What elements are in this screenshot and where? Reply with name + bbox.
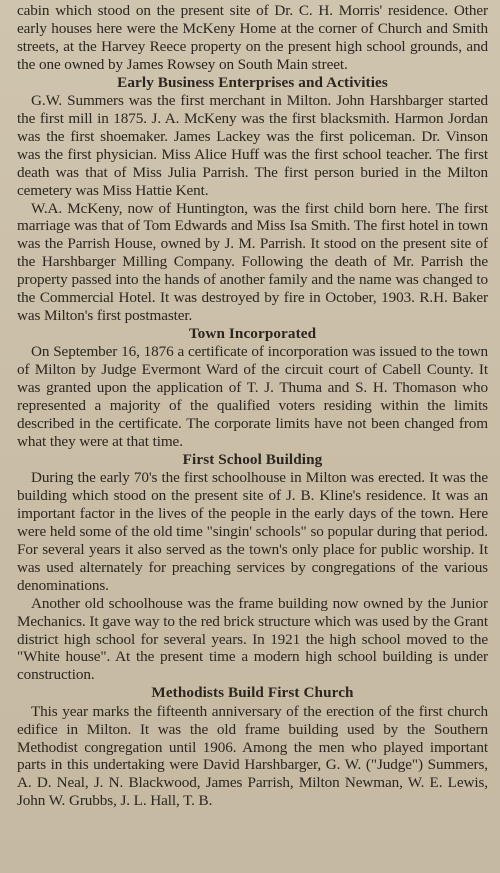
paragraph: Another old schoolhouse was the frame building now owned by the Junior Mechanics. It gave way to the red brick structure which was used by the Grant district high school for several years. In 1921 the high school moved to the "White house". At the present time a modern high school building is under construction. (17, 594, 488, 684)
section-heading: Town Incorporated (188, 324, 317, 342)
paragraph: On September 16, 1876 a certificate of incorporation was issued to the town of Milton by Judge Evermont Ward of the circuit court of Cabell County. It was granted upon the application of T. J. Thuma and S. H. Thomason who represented a majority of the qualified voters residing within the limits described in the certificate. The corporate limits have not been changed from what they were at that time. (17, 343, 488, 450)
paragraph: This year marks the fifteenth anniversary of the erection of the first church edifice in Milton. It was the old frame building used by the Southern Methodist congregation until 1906. Among the men who played important parts in this undertaking were David Harshbarger, G. W. ("Judge") Summers, A. D. Neal, J. N. Blackwood, James Parrish, Milton Newman, W. E. Lewis, John W. Grubbs, J. L. Hall, T. B. (17, 702, 488, 810)
section-heading: Early Business Enterprises and Activities (117, 73, 388, 91)
paragraph: G.W. Summers was the first merchant in Milton. John Harshbarger started the first mill in 1875. J. A. McKeny was the first blacksmith. Harmon Jordan was the first shoemaker. James Lackey was the first policeman. Dr. Vinson was the first physician. Miss Alice Huff was the first school teacher. The first death was that of Miss Julia Parrish. The first person buried in the Milton cemetery was Miss Hattie Kent. (17, 92, 488, 199)
paragraph: During the early 70's the first schoolhouse in Milton was erected. It was the building which stood on the present site of J. B. Kline's residence. It was an important factor in the lives of the people in the early days of the town. Here were held some of the old time "singin' schools" so popular during that period. For several years it also served as the town's only place for public worship. It was used alternately for preaching services by congregations of the various denominations. (17, 469, 488, 594)
section-heading: First School Building (182, 450, 323, 468)
paragraph: cabin which stood on the present site of Dr. C. H. Morris' residence. Other early houses here were the McKeny Home at the corner of Church and Smith streets, at the Harvey Reece property on the present high school grounds, and the one owned by James Rowsey on South Main street. (17, 2, 488, 73)
section-heading: Methodists Build First Church (151, 684, 354, 702)
paragraph: W.A. McKeny, now of Huntington, was the first child born here. The first marriage was that of Tom Edwards and Miss Isa Smith. The first hotel in town was the Parrish House, owned by J. M. Parrish. It stood on the present site of the Harshbarger Milling Company. Following the death of Mr. Parrish the property passed into the hands of another family and the name was changed to the Commercial Hotel. It was destroyed by fire in October, 1903. R.H. Baker was Milton's first postmaster. (17, 199, 488, 324)
